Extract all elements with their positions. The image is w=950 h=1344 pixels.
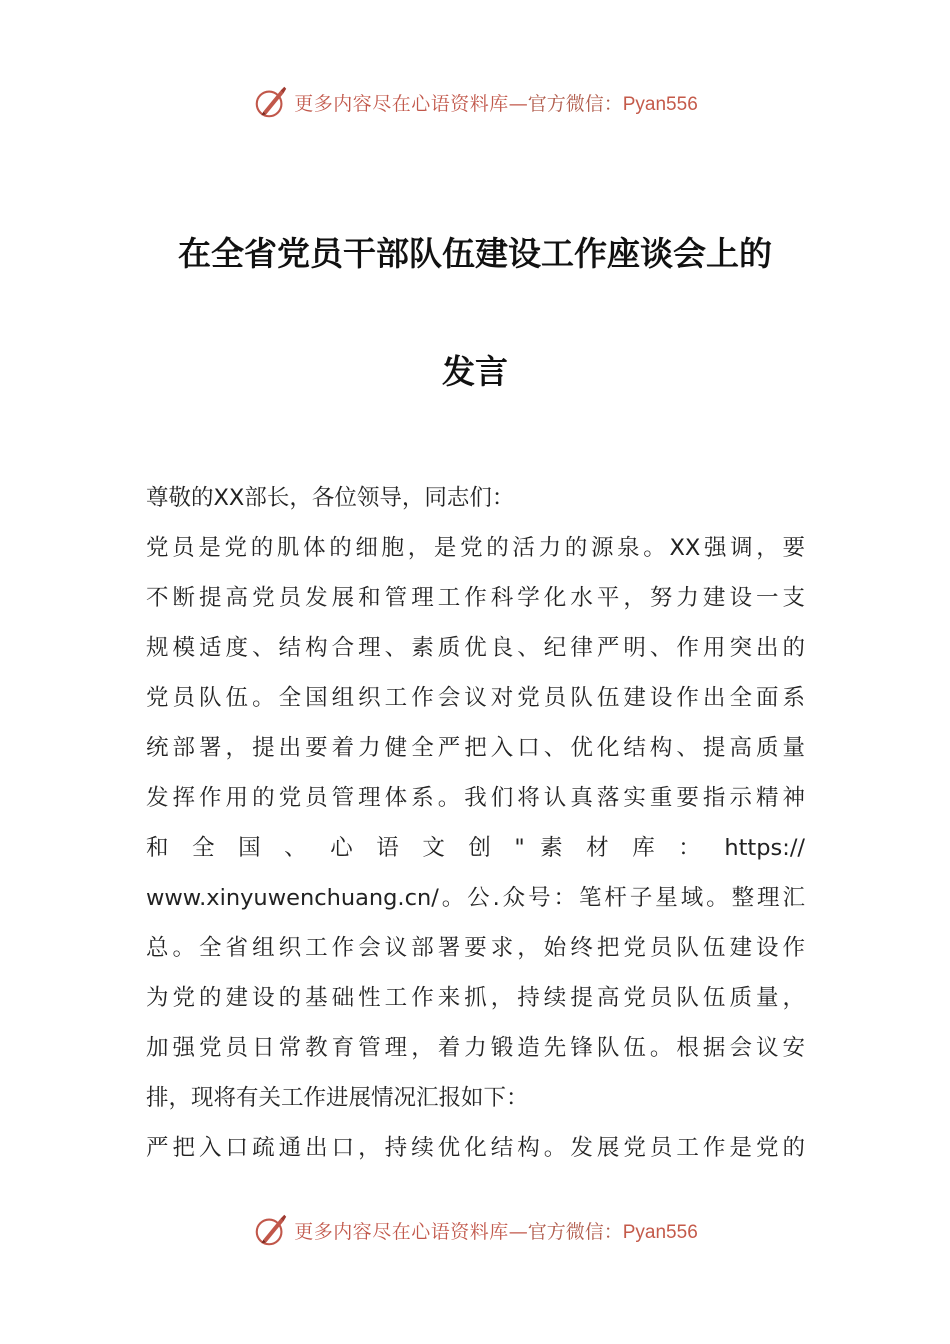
header-wechat-label: 官方微信： (527, 92, 623, 115)
header-site-text: 更多内容尽在心语资料库 (294, 92, 509, 115)
body-line: 党员队伍。全国组织工作会议对党员队伍建设作出全面系 (146, 685, 805, 711)
footer-watermark-text (294, 1217, 698, 1244)
footer-wechat-id: Pyan556 (622, 1221, 698, 1243)
body-line: 党员是党的肌体的细胞，是党的活力的源泉。XX强调，要 (146, 535, 805, 561)
body-line: 严把入口疏通出口，持续优化结构。发展党员工作是党的 (146, 1135, 805, 1161)
body-line: 总。全省组织工作会议部署要求，始终把党员队伍建设作 (146, 935, 805, 961)
pen-logo-icon (252, 83, 290, 121)
footer-site-text: 更多内容尽在心语资料库 (294, 1220, 509, 1243)
document-title-line-1: 在全省党员干部队伍建设工作座谈会上的 (178, 234, 772, 273)
body-line: 规模适度、结构合理、素质优良、纪律严明、作用突出的 (146, 635, 805, 661)
header-wechat-id: Pyan556 (622, 93, 698, 115)
salutation-line: 尊敬的XX部长，各位领导，同志们： (146, 485, 515, 511)
body-line: 为党的建设的基础性工作来抓，持续提高党员队伍质量， (146, 985, 805, 1011)
header-dash: — (508, 92, 528, 115)
body-line: 和 全 国 、 心 语 文 创 " 素 材 库 ： https:// (146, 835, 805, 861)
header-watermark-text (294, 89, 698, 116)
body-line: 发挥作用的党员管理体系。我们将认真落实重要指示精神 (146, 785, 805, 811)
footer-dash: — (508, 1220, 528, 1243)
body-line: 不断提高党员发展和管理工作科学化水平，努力建设一支 (146, 585, 805, 611)
body-line: 加强党员日常教育管理，着力锻造先锋队伍。根据会议安 (146, 1035, 805, 1061)
body-line: 统部署，提出要着力健全严把入口、优化结构、提高质量 (146, 735, 805, 761)
body-line: 排，现将有关工作进展情况汇报如下： (146, 1085, 529, 1111)
pen-logo-icon (252, 1211, 290, 1249)
document-title-line-2: 发言 (442, 352, 508, 391)
footer-watermark (0, 1210, 950, 1250)
body-line: www.xinyuwenchuang.cn/。公.众号：笔杆子星域。整理汇 (146, 885, 805, 911)
header-watermark (0, 82, 950, 122)
footer-wechat-label: 官方微信： (527, 1220, 623, 1243)
